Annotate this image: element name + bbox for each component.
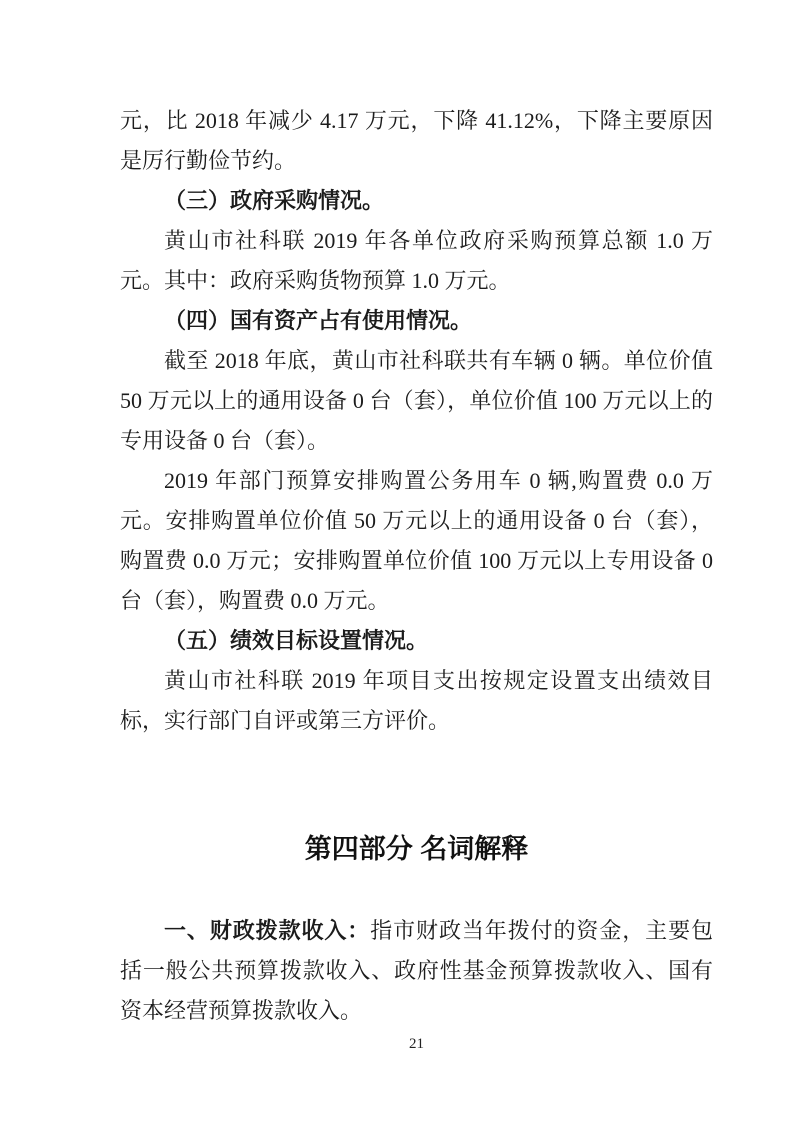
- heading-section-3-government-procurement: （三）政府采购情况。: [164, 188, 385, 213]
- term-lead-fiscal-appropriation-income: 一、财政拨款收入：: [164, 918, 371, 943]
- heading-section-4-state-assets: （四）国有资产占有使用情况。: [164, 308, 473, 333]
- paragraph-procurement: 黄山市社科联 2019 年各单位政府采购预算总额 1.0 万元。其中：政府采购货物预算 1.0 万元。: [120, 228, 713, 293]
- page-number: 21: [409, 1036, 424, 1052]
- paragraph-continuation: 元，比 2018 年减少 4.17 万元，下降 41.12%，下降主要原因是厉行勤俭节约。: [120, 108, 713, 173]
- heading-section-5-performance-targets: （五）绩效目标设置情况。: [164, 628, 429, 653]
- page-content: [120, 101, 713, 1031]
- part-4-title: 第四部分 名词解释: [304, 834, 529, 864]
- paragraph-assets-current: 截至 2018 年底，黄山市社科联共有车辆 0 辆。单位价值 50 万元以上的通用设备 0 台（套），单位价值 100 万元以上的专用设备 0 台（套）。: [120, 348, 713, 453]
- paragraph-performance: 黄山市社科联 2019 年项目支出按规定设置支出绩效目标，实行部门自评或第三方评价。: [120, 668, 713, 733]
- paragraph-term-definition: [120, 911, 713, 1031]
- term-definition-text: 指市财政当年拨付的资金，主要包括一般公共预算拨款收入、政府性基金预算拨款收入、国有资本经营预算拨款收入。: [120, 918, 713, 1023]
- paragraph-assets-budget: 2019 年部门预算安排购置公务用车 0 辆,购置费 0.0 万元。安排购置单位价值 50 万元以上的通用设备 0 台（套），购置费 0.0 万元；安排购置单位价值 100 万元以上专用设备 0 台（套），购置费 0.0 万元。: [120, 468, 713, 613]
